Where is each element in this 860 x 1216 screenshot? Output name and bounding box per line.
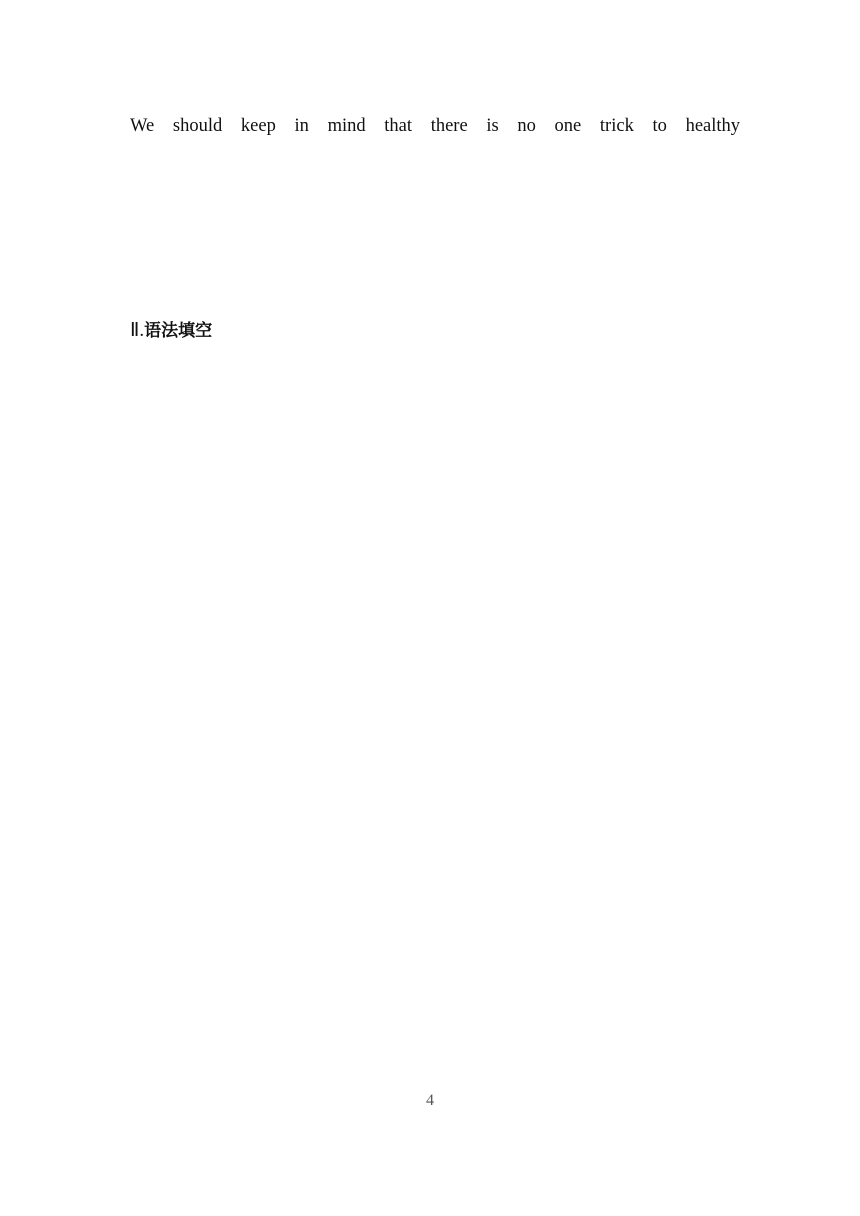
passage-line (130, 688, 740, 718)
word: should (172, 116, 223, 136)
passage-line (130, 936, 740, 966)
word: healthy (685, 116, 740, 136)
section-title: 语法填空 (144, 321, 213, 341)
answer-line-3 (130, 276, 740, 306)
passage-line (130, 482, 740, 512)
word: trick (599, 116, 634, 136)
word: mind (327, 116, 366, 136)
passage-line (130, 812, 740, 842)
word: in (294, 116, 309, 136)
passage-line (130, 564, 740, 594)
word: no (517, 116, 536, 136)
word: to (652, 116, 667, 136)
word: is (486, 116, 499, 136)
passage-line (130, 729, 740, 759)
passage-line (130, 853, 740, 883)
passage-line (130, 523, 740, 553)
intro-line-2 (130, 152, 740, 182)
passage-line (130, 977, 740, 1007)
answer-line-1 (130, 194, 740, 224)
word: there (430, 116, 468, 136)
passage-line (130, 399, 740, 429)
page-number: 4 (426, 1092, 434, 1109)
word: keep (240, 116, 276, 136)
word: one (554, 116, 582, 136)
word: We (130, 116, 155, 136)
passage-line (130, 605, 740, 635)
passage-line (130, 358, 740, 388)
passage-line (130, 894, 740, 924)
passage-line (130, 440, 740, 470)
passage-line (130, 770, 740, 800)
intro-line-1 (130, 111, 740, 141)
word: that (384, 116, 413, 136)
passage-line (130, 647, 740, 677)
answer-line-2 (130, 235, 740, 265)
section-heading (130, 316, 740, 346)
section-roman: Ⅱ. (130, 320, 145, 341)
